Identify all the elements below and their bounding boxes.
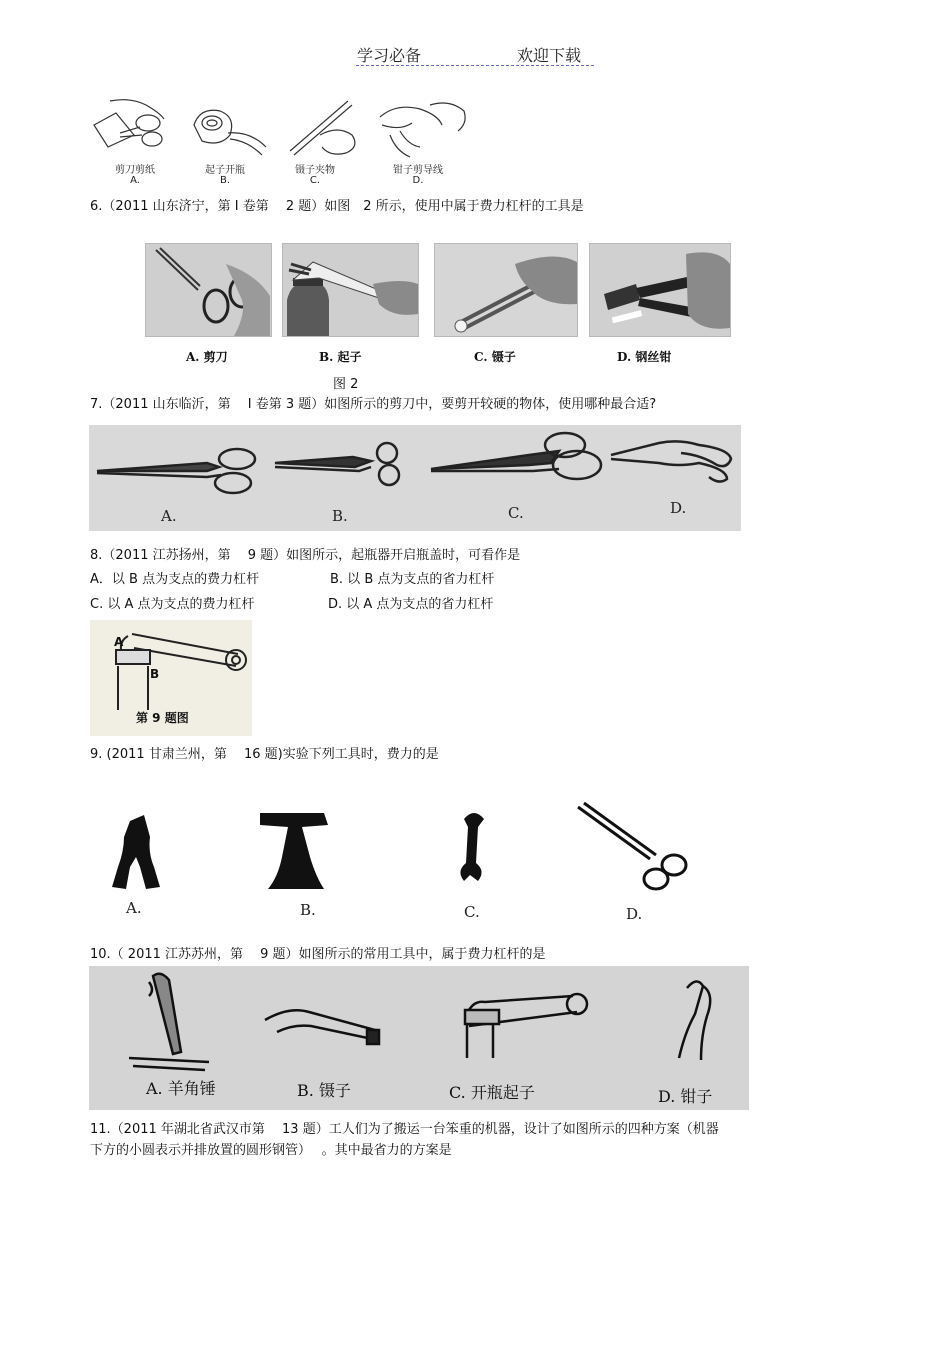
q10-caption-b: B. 镊子 <box>297 1081 351 1100</box>
top-caption-b: 起子开瓶 <box>205 165 245 176</box>
q9-letter-d: D. <box>626 905 643 923</box>
question-8-text: 8.（2011 江苏扬州，第 9 题）如图所示，起瓶器开启瓶盖时，可看作是 <box>90 548 521 563</box>
question-10-text: 10.（ 2011 江苏苏州，第 9 题）如图所示的常用工具中，属于费力杠杆的是 <box>90 947 546 962</box>
q9-letter-b: B. <box>300 901 316 919</box>
top-caption-c: 镊子夹物 <box>295 165 335 176</box>
top-letter-d: D. <box>412 175 424 186</box>
question-7-text: 7.（2011 山东临沂，第 I 卷第 3 题）如图所示的剪刀中，要剪开较硬的物体，使用哪种最合适? <box>90 397 657 412</box>
q9-letter-a: A. <box>126 899 142 917</box>
header-left: 学习必备 <box>357 46 422 65</box>
top-caption-d: 钳子剪导线 <box>393 165 443 176</box>
q6-caption-a: A. 剪刀 <box>186 350 228 364</box>
q9-tools-figure <box>90 797 690 927</box>
q10-caption-d: D. 钳子 <box>658 1087 713 1106</box>
top-figure <box>90 95 475 190</box>
q7-letter-b: B. <box>332 507 348 525</box>
question-9-text: 9. (2011 甘肃兰州，第 16 题)实验下列工具时，费力的是 <box>90 747 439 762</box>
q6-figure-label: 图 2 <box>333 377 359 392</box>
q6-caption-b: B. 起子 <box>319 350 362 364</box>
q10-tools-figure <box>89 966 749 1110</box>
q7-letter-a: A. <box>161 507 177 525</box>
q7-letter-d: D. <box>670 499 687 517</box>
q6-photo-opener <box>282 243 419 337</box>
question-11-line1: 11.（2011 年湖北省武汉市第 13 题）工人们为了搬运一台笨重的机器，设计了如图所示的四种方案（机器 <box>90 1122 719 1137</box>
top-letter-a: A. <box>130 175 140 186</box>
q6-photo-scissors <box>145 243 272 337</box>
q8-opener-figure <box>90 620 252 736</box>
q6-photo-tweezers <box>434 243 578 337</box>
question-6-text: 6.（2011 山东济宁，第 I 卷第 2 题）如图 2 所示，使用中属于费力杠杆的工具是 <box>90 199 584 214</box>
q6-photo-pliers <box>589 243 731 337</box>
top-letter-c: C. <box>309 175 321 186</box>
q6-caption-c: C. 镊子 <box>474 350 516 364</box>
q8-option-d: D. 以 A 点为支点的省力杠杆 <box>328 597 494 612</box>
header-right: 欢迎下载 <box>517 46 582 65</box>
q8-option-a: A．以 B 点为支点的费力杠杆 <box>90 572 260 587</box>
question-11-line2: 下方的小圆表示并排放置的圆形钢管） 。其中最省力的方案是 <box>90 1143 452 1158</box>
q8-option-b: B. 以 B 点为支点的省力杠杆 <box>330 572 495 587</box>
q7-letter-c: C. <box>508 504 524 522</box>
header-divider <box>356 65 594 66</box>
q8-label-b: B <box>150 667 160 681</box>
q8-figure-caption: 第 9 题图 <box>136 711 189 725</box>
q10-caption-c: C. 开瓶起子 <box>449 1083 535 1102</box>
q7-scissors-figure <box>89 425 741 531</box>
q10-caption-a: A. 羊角锤 <box>146 1079 216 1098</box>
top-tool-drawings <box>90 95 475 165</box>
top-letter-b: B. <box>219 175 231 186</box>
top-caption-a: 剪刀剪纸 <box>115 165 155 176</box>
q8-option-c: C. 以 A 点为支点的费力杠杆 <box>90 597 255 612</box>
q8-label-a: A <box>114 635 124 649</box>
q9-letter-c: C. <box>464 903 480 921</box>
q6-caption-d: D. 钢丝钳 <box>617 350 672 364</box>
